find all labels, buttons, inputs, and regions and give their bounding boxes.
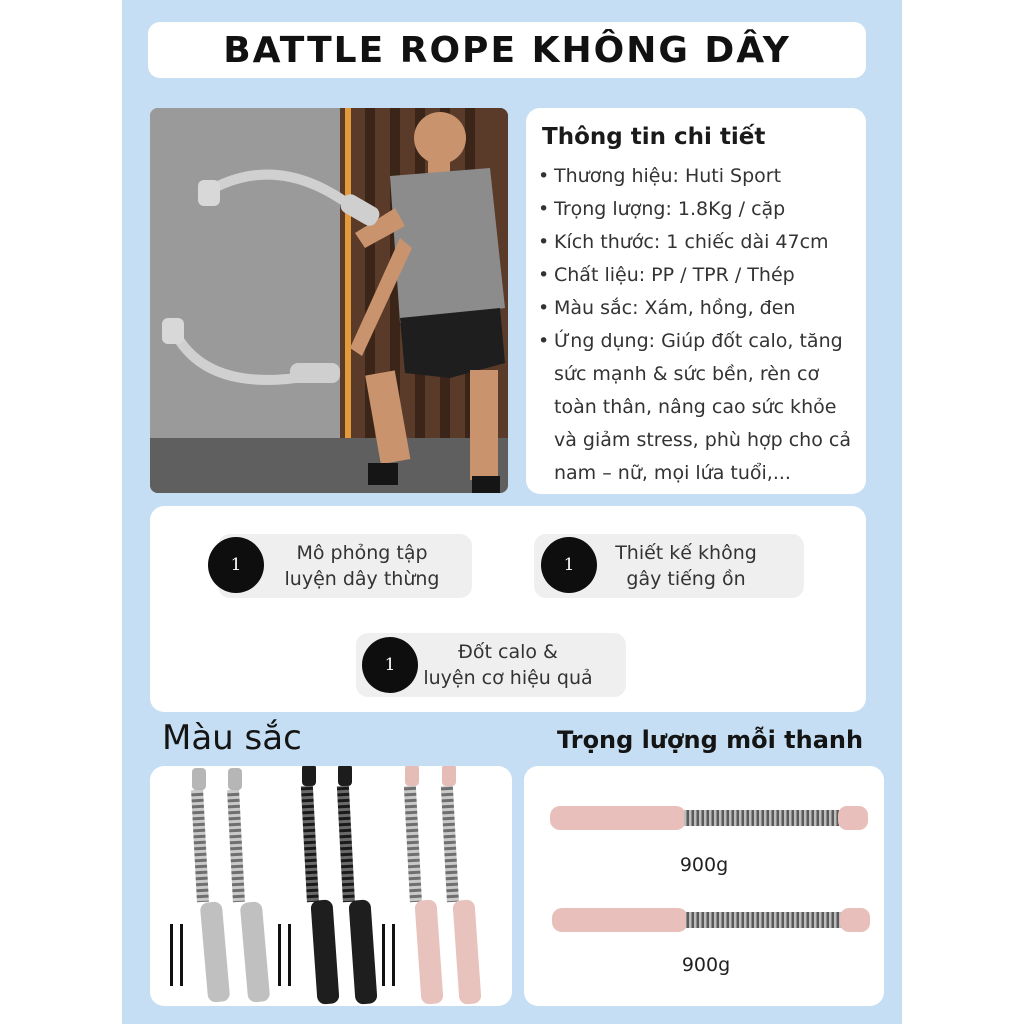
details-heading: Thông tin chi tiết <box>542 124 766 150</box>
title-banner <box>148 22 866 78</box>
weight-card <box>524 766 884 1006</box>
detail-item-size: • Kích thước: 1 chiếc dài 47cm <box>536 226 861 259</box>
bar-2 <box>552 908 870 932</box>
detail-item-usage: • Ứng dụng: Giúp đốt calo, tăng sức mạnh & sức bền, rèn cơ toàn thân, nâng cao sức khỏe và giảm stress, phù hợp cho cả nam – nữ, mọi lứa tuổi,... <box>536 325 861 490</box>
colors-card <box>150 766 512 1006</box>
weight-heading: Trọng lượng mỗi thanh <box>557 726 864 754</box>
detail-item-material: • Chất liệu: PP / TPR / Thép <box>536 259 861 292</box>
feature-line: Mô phỏng tập <box>296 542 428 564</box>
feature-line: luyện dây thừng <box>284 568 440 590</box>
detail-item-brand: • Thương hiệu: Huti Sport <box>536 160 861 193</box>
color-variants-image <box>150 766 512 1006</box>
feature-number-badge: 1 <box>541 537 597 593</box>
feature-line: gây tiếng ồn <box>626 568 746 590</box>
details-list <box>536 160 861 490</box>
feature-line: Đốt calo & <box>458 641 558 663</box>
bar-1-weight-label: 900g <box>679 854 729 876</box>
page-title: BATTLE ROPE KHÔNG DÂY <box>223 29 791 71</box>
feature-line: luyện cơ hiệu quả <box>423 667 593 689</box>
detail-item-colors: • Màu sắc: Xám, hồng, đen <box>536 292 861 325</box>
colors-heading: Màu sắc <box>162 718 302 758</box>
pink-bar-pair <box>382 766 482 1005</box>
detail-item-weight: • Trọng lượng: 1.8Kg / cặp <box>536 193 861 226</box>
man-using-battle-rope-image <box>150 108 508 493</box>
feature-number-badge: 1 <box>208 537 264 593</box>
bar-2-weight-label: 900g <box>681 954 731 976</box>
bar-1 <box>550 806 868 830</box>
feature-number-badge: 1 <box>362 637 418 693</box>
grey-bar-pair <box>170 768 270 1003</box>
product-photo <box>150 108 508 493</box>
feature-line: Thiết kế không <box>615 542 757 564</box>
details-card <box>526 108 866 494</box>
black-bar-pair <box>278 766 378 1005</box>
